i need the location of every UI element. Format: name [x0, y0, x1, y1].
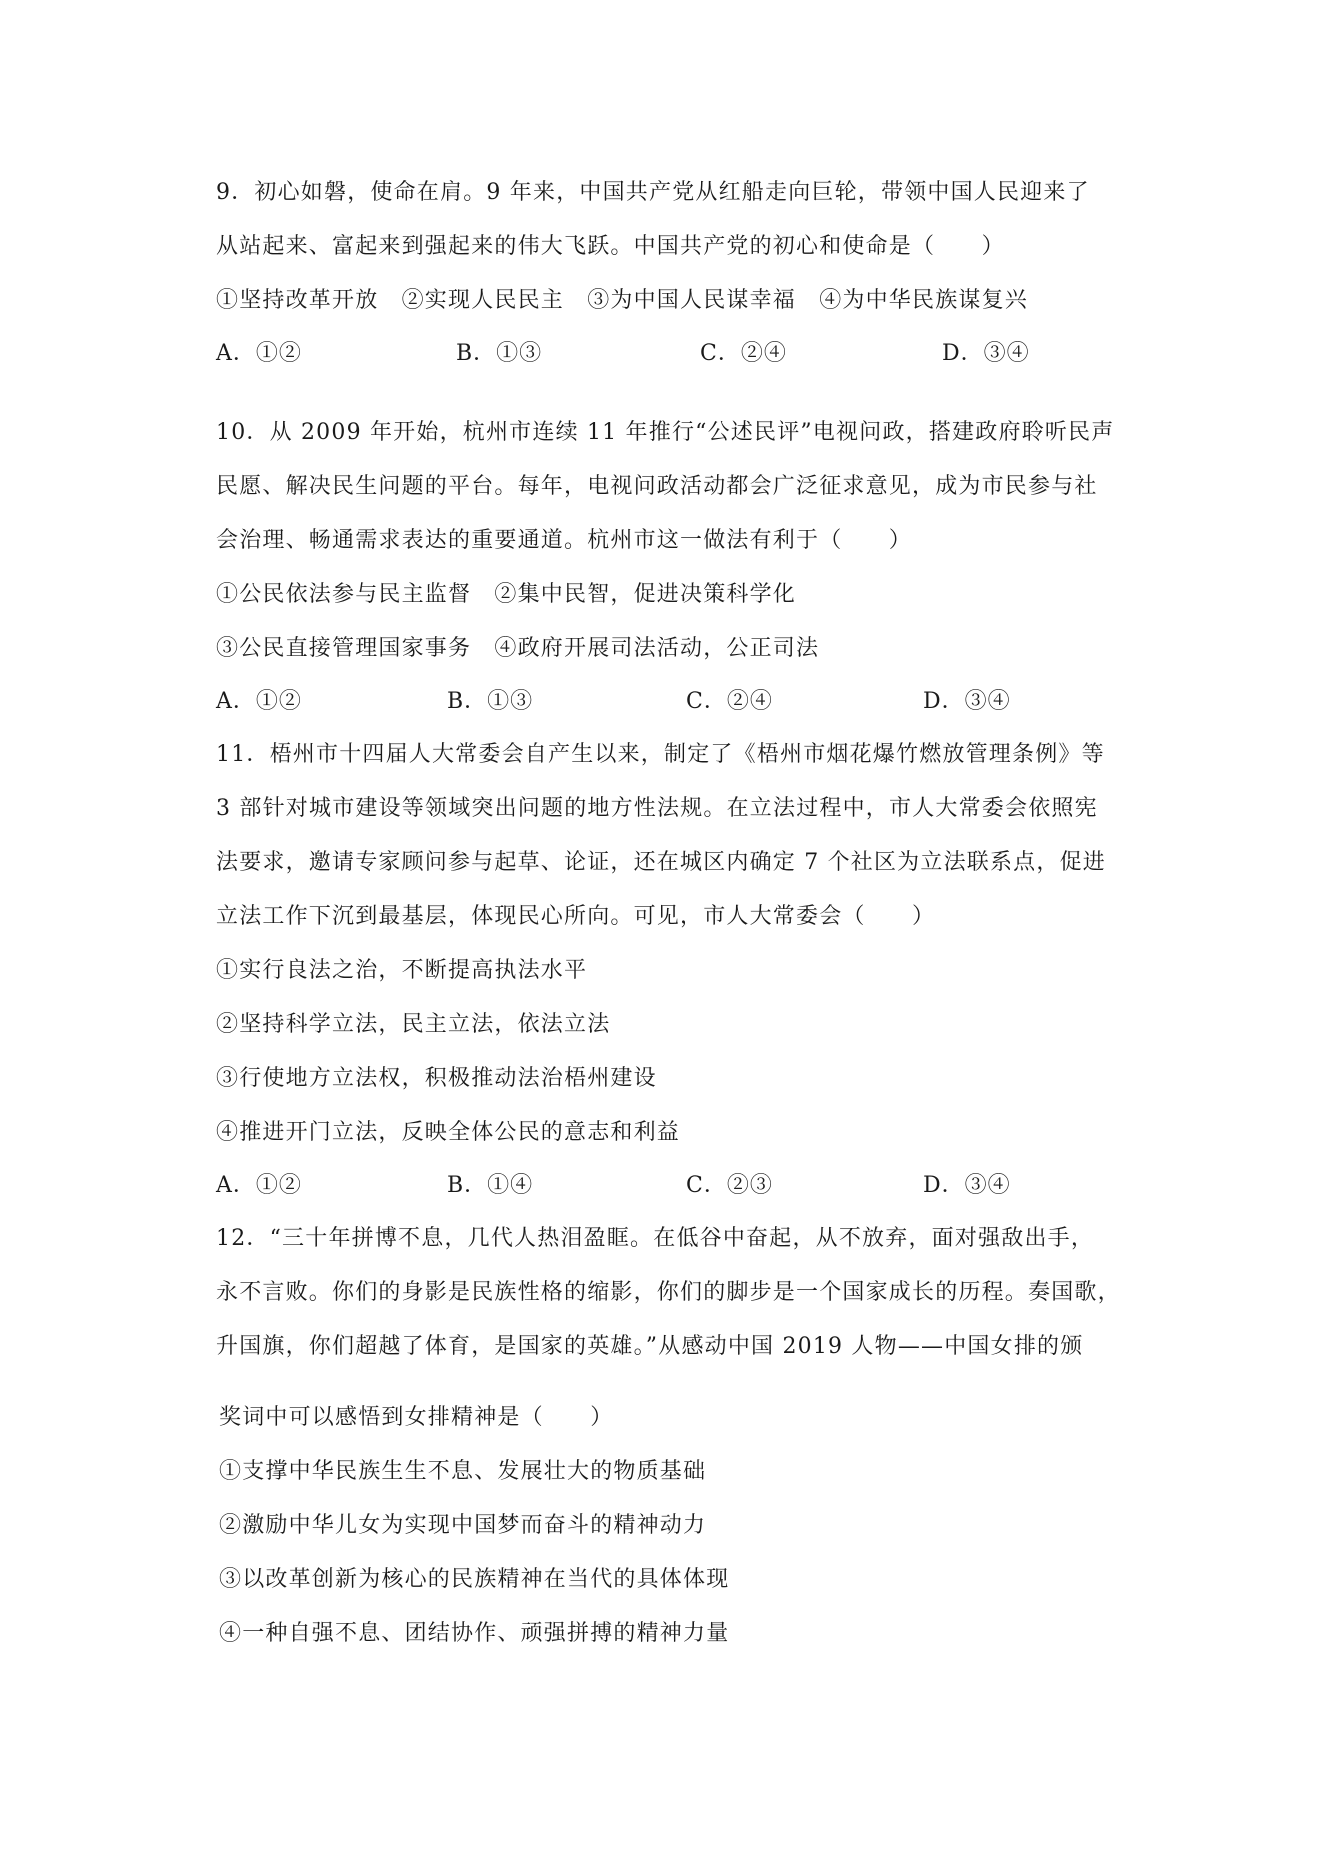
question-stem-line: 民愿、解决民生问题的平台。每年，电视问政活动都会广泛征求意见，成为市民参与社 — [216, 474, 1098, 499]
question-item: ④推进开门立法，反映全体公民的意志和利益 — [216, 1120, 681, 1145]
question-stem-line: 升国旗，你们超越了体育，是国家的英雄。”从感动中国 2019 人物——中国女排的颁 — [216, 1334, 1084, 1359]
option-d: D．③④ — [923, 1173, 1011, 1198]
question-stem-line: 9．初心如磐，使命在肩。9 年来，中国共产党从红船走向巨轮，带领中国人民迎来了 — [216, 180, 1090, 205]
question-item: ②激励中华儿女为实现中国梦而奋斗的精神动力 — [219, 1513, 707, 1538]
question-item: ①公民依法参与民主监督 ②集中民智，促进决策科学化 — [216, 582, 797, 607]
question-stem-line: 12．“三十年拼博不息，几代人热泪盈眶。在低谷中奋起，从不放弃，面对强敌出手， — [216, 1226, 1095, 1251]
question-item: ①坚持改革开放 ②实现人民民主 ③为中国人民谋幸福 ④为中华民族谋复兴 — [216, 288, 1029, 313]
question-stem-line: 法要求，邀请专家顾问参与起草、论证，还在城区内确定 7 个社区为立法联系点，促进 — [216, 850, 1106, 875]
option-c: C．②④ — [700, 341, 787, 366]
option-c: C．②④ — [686, 689, 773, 714]
question-stem-line: 3 部针对城市建设等领域突出问题的地方性法规。在立法过程中，市人大常委会依照宪 — [216, 796, 1098, 821]
question-stem-line: 从站起来、富起来到强起来的伟大飞跃。中国共产党的初心和使命是（ ） — [216, 234, 1005, 259]
option-d: D．③④ — [942, 341, 1030, 366]
question-stem-line: 11．梧州市十四届人大常委会自产生以来，制定了《梧州市烟花爆竹燃放管理条例》等 — [216, 742, 1105, 767]
option-a: A．①② — [216, 1173, 302, 1198]
option-d: D．③④ — [923, 689, 1011, 714]
question-stem-line: 永不言败。你们的身影是民族性格的缩影，你们的脚步是一个国家成长的历程。奏国歌， — [216, 1280, 1121, 1305]
question-item: ③行使地方立法权，积极推动法治梧州建设 — [216, 1066, 657, 1091]
option-c: C．②③ — [686, 1173, 773, 1198]
question-item: ③以改革创新为核心的民族精神在当代的具体体现 — [219, 1567, 730, 1592]
option-b: B．①③ — [447, 689, 534, 714]
question-stem-line: 10．从 2009 年开始，杭州市连续 11 年推行“公述民评”电视问政，搭建政府聆听民声 — [216, 420, 1115, 445]
option-b: B．①③ — [456, 341, 543, 366]
question-stem-line: 会治理、畅通需求表达的重要通道。杭州市这一做法有利于（ ） — [216, 528, 913, 553]
question-item: ①支撑中华民族生生不息、发展壮大的物质基础 — [219, 1459, 707, 1484]
option-b: B．①④ — [447, 1173, 534, 1198]
question-item: ②坚持科学立法，民主立法，依法立法 — [216, 1012, 611, 1037]
question-item: ①实行良法之治，不断提高执法水平 — [216, 958, 588, 983]
question-item: ③公民直接管理国家事务 ④政府开展司法活动，公正司法 — [216, 636, 820, 661]
question-stem-line: 立法工作下沉到最基层，体现民心所向。可见，市人大常委会（ ） — [216, 904, 936, 929]
question-item: ④一种自强不息、团结协作、顽强拼搏的精神力量 — [219, 1621, 730, 1646]
option-a: A．①② — [216, 341, 302, 366]
option-a: A．①② — [216, 689, 302, 714]
question-stem-line: 奖词中可以感悟到女排精神是（ ） — [219, 1405, 614, 1430]
